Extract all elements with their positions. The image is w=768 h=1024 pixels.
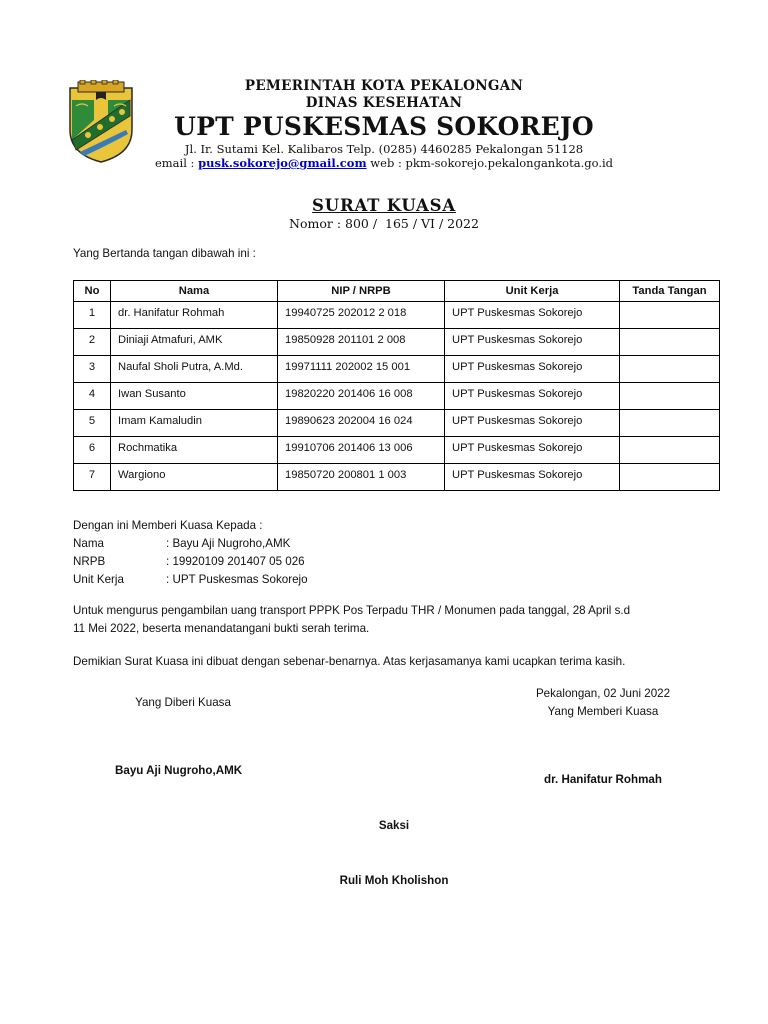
- letterhead-contact: [140, 156, 628, 170]
- cell-no: 3: [74, 356, 111, 383]
- letterhead-institution: UPT PUSKESMAS SOKOREJO: [174, 112, 594, 141]
- cell-signature: [620, 437, 720, 464]
- email-link[interactable]: pusk.sokorejo@gmail.com: [198, 156, 367, 170]
- cell-unit: UPT Puskesmas Sokorejo: [445, 464, 620, 491]
- cell-no: 4: [74, 383, 111, 410]
- web-text: web : pkm-sokorejo.pekalongankota.go.id: [366, 156, 614, 170]
- table-row: [74, 410, 720, 437]
- cell-nip: 19850928 201101 2 008: [278, 329, 445, 356]
- table-row: [74, 383, 720, 410]
- letterhead: [140, 78, 628, 170]
- purpose-line-2: 11 Mei 2022, beserta menandatangani bukti serah terima.: [73, 622, 370, 635]
- signature-place-date: Pekalongan, 02 Juni 2022: [535, 687, 671, 700]
- cell-nip: 19910706 201406 13 006: [278, 437, 445, 464]
- city-crest-icon: [66, 80, 136, 164]
- cell-signature: [620, 464, 720, 491]
- right-signature-role: Yang Memberi Kuasa: [547, 705, 659, 718]
- field-value-unit: : UPT Puskesmas Sokorejo: [166, 573, 308, 586]
- cell-nama: Wargiono: [111, 464, 278, 491]
- header-signature: Tanda Tangan: [620, 281, 720, 302]
- cell-nip: 19971111 202002 15 001: [278, 356, 445, 383]
- header-unit: Unit Kerja: [445, 281, 620, 302]
- table-header-row: [74, 281, 720, 302]
- cell-no: 5: [74, 410, 111, 437]
- cell-nama: Rochmatika: [111, 437, 278, 464]
- purpose-line-1: Untuk mengurus pengambilan uang transport PPPK Pos Terpadu THR / Monumen pada tanggal, 28 April s.d: [73, 604, 631, 617]
- document-title: SURAT KUASA: [312, 196, 456, 215]
- cell-no: 2: [74, 329, 111, 356]
- cell-signature: [620, 329, 720, 356]
- cell-signature: [620, 410, 720, 437]
- left-signature-role: Yang Diberi Kuasa: [135, 696, 231, 709]
- cell-nama: Diniaji Atmafuri, AMK: [111, 329, 278, 356]
- cell-signature: [620, 383, 720, 410]
- cell-no: 7: [74, 464, 111, 491]
- cell-unit: UPT Puskesmas Sokorejo: [445, 383, 620, 410]
- document-number: Nomor : 800 / 165 / VI / 2022: [289, 216, 479, 231]
- cell-signature: [620, 302, 720, 329]
- header-nip: NIP / NRPB: [278, 281, 445, 302]
- header-no: No: [74, 281, 111, 302]
- table-row: [74, 464, 720, 491]
- cell-unit: UPT Puskesmas Sokorejo: [445, 329, 620, 356]
- cell-unit: UPT Puskesmas Sokorejo: [445, 302, 620, 329]
- field-label-nrpb: NRPB: [73, 555, 106, 568]
- field-label-nama: Nama: [73, 537, 104, 550]
- table-row: [74, 437, 720, 464]
- cell-unit: UPT Puskesmas Sokorejo: [445, 356, 620, 383]
- table-row: [74, 302, 720, 329]
- right-signature-name: dr. Hanifatur Rohmah: [544, 773, 662, 786]
- email-label: email :: [154, 156, 199, 170]
- cell-nip: 19890623 202004 16 024: [278, 410, 445, 437]
- field-value-nama: : Bayu Aji Nugroho,AMK: [166, 537, 291, 550]
- intro-text: Yang Bertanda tangan dibawah ini :: [73, 247, 256, 260]
- cell-nip: 19820220 201406 16 008: [278, 383, 445, 410]
- cell-unit: UPT Puskesmas Sokorejo: [445, 410, 620, 437]
- kuasa-heading: Dengan ini Memberi Kuasa Kepada :: [73, 519, 263, 532]
- closing-text: Demikian Surat Kuasa ini dibuat dengan sebenar-benarnya. Atas kerjasamanya kami ucapkan terima kasih.: [73, 655, 626, 668]
- signatory-table: [73, 280, 720, 491]
- table-row: [74, 329, 720, 356]
- cell-nama: Naufal Sholi Putra, A.Md.: [111, 356, 278, 383]
- field-label-unit: Unit Kerja: [73, 573, 124, 586]
- cell-no: 6: [74, 437, 111, 464]
- cell-nip: 19850720 200801 1 003: [278, 464, 445, 491]
- cell-nip: 19940725 202012 2 018: [278, 302, 445, 329]
- witness-name: Ruli Moh Kholishon: [339, 874, 449, 887]
- cell-nama: dr. Hanifatur Rohmah: [111, 302, 278, 329]
- field-value-nrpb: : 19920109 201407 05 026: [166, 555, 305, 568]
- cell-unit: UPT Puskesmas Sokorejo: [445, 437, 620, 464]
- table-row: [74, 356, 720, 383]
- cell-nama: Iwan Susanto: [111, 383, 278, 410]
- letterhead-department: DINAS KESEHATAN: [305, 95, 463, 111]
- cell-no: 1: [74, 302, 111, 329]
- cell-signature: [620, 356, 720, 383]
- left-signature-name: Bayu Aji Nugroho,AMK: [115, 764, 243, 777]
- cell-nama: Imam Kamaludin: [111, 410, 278, 437]
- letterhead-government: PEMERINTAH KOTA PEKALONGAN: [244, 78, 524, 94]
- header-nama: Nama: [111, 281, 278, 302]
- letterhead-address: Jl. Ir. Sutami Kel. Kalibaros Telp. (0285) 4460285 Pekalongan 51128: [184, 142, 584, 156]
- witness-role: Saksi: [378, 819, 410, 832]
